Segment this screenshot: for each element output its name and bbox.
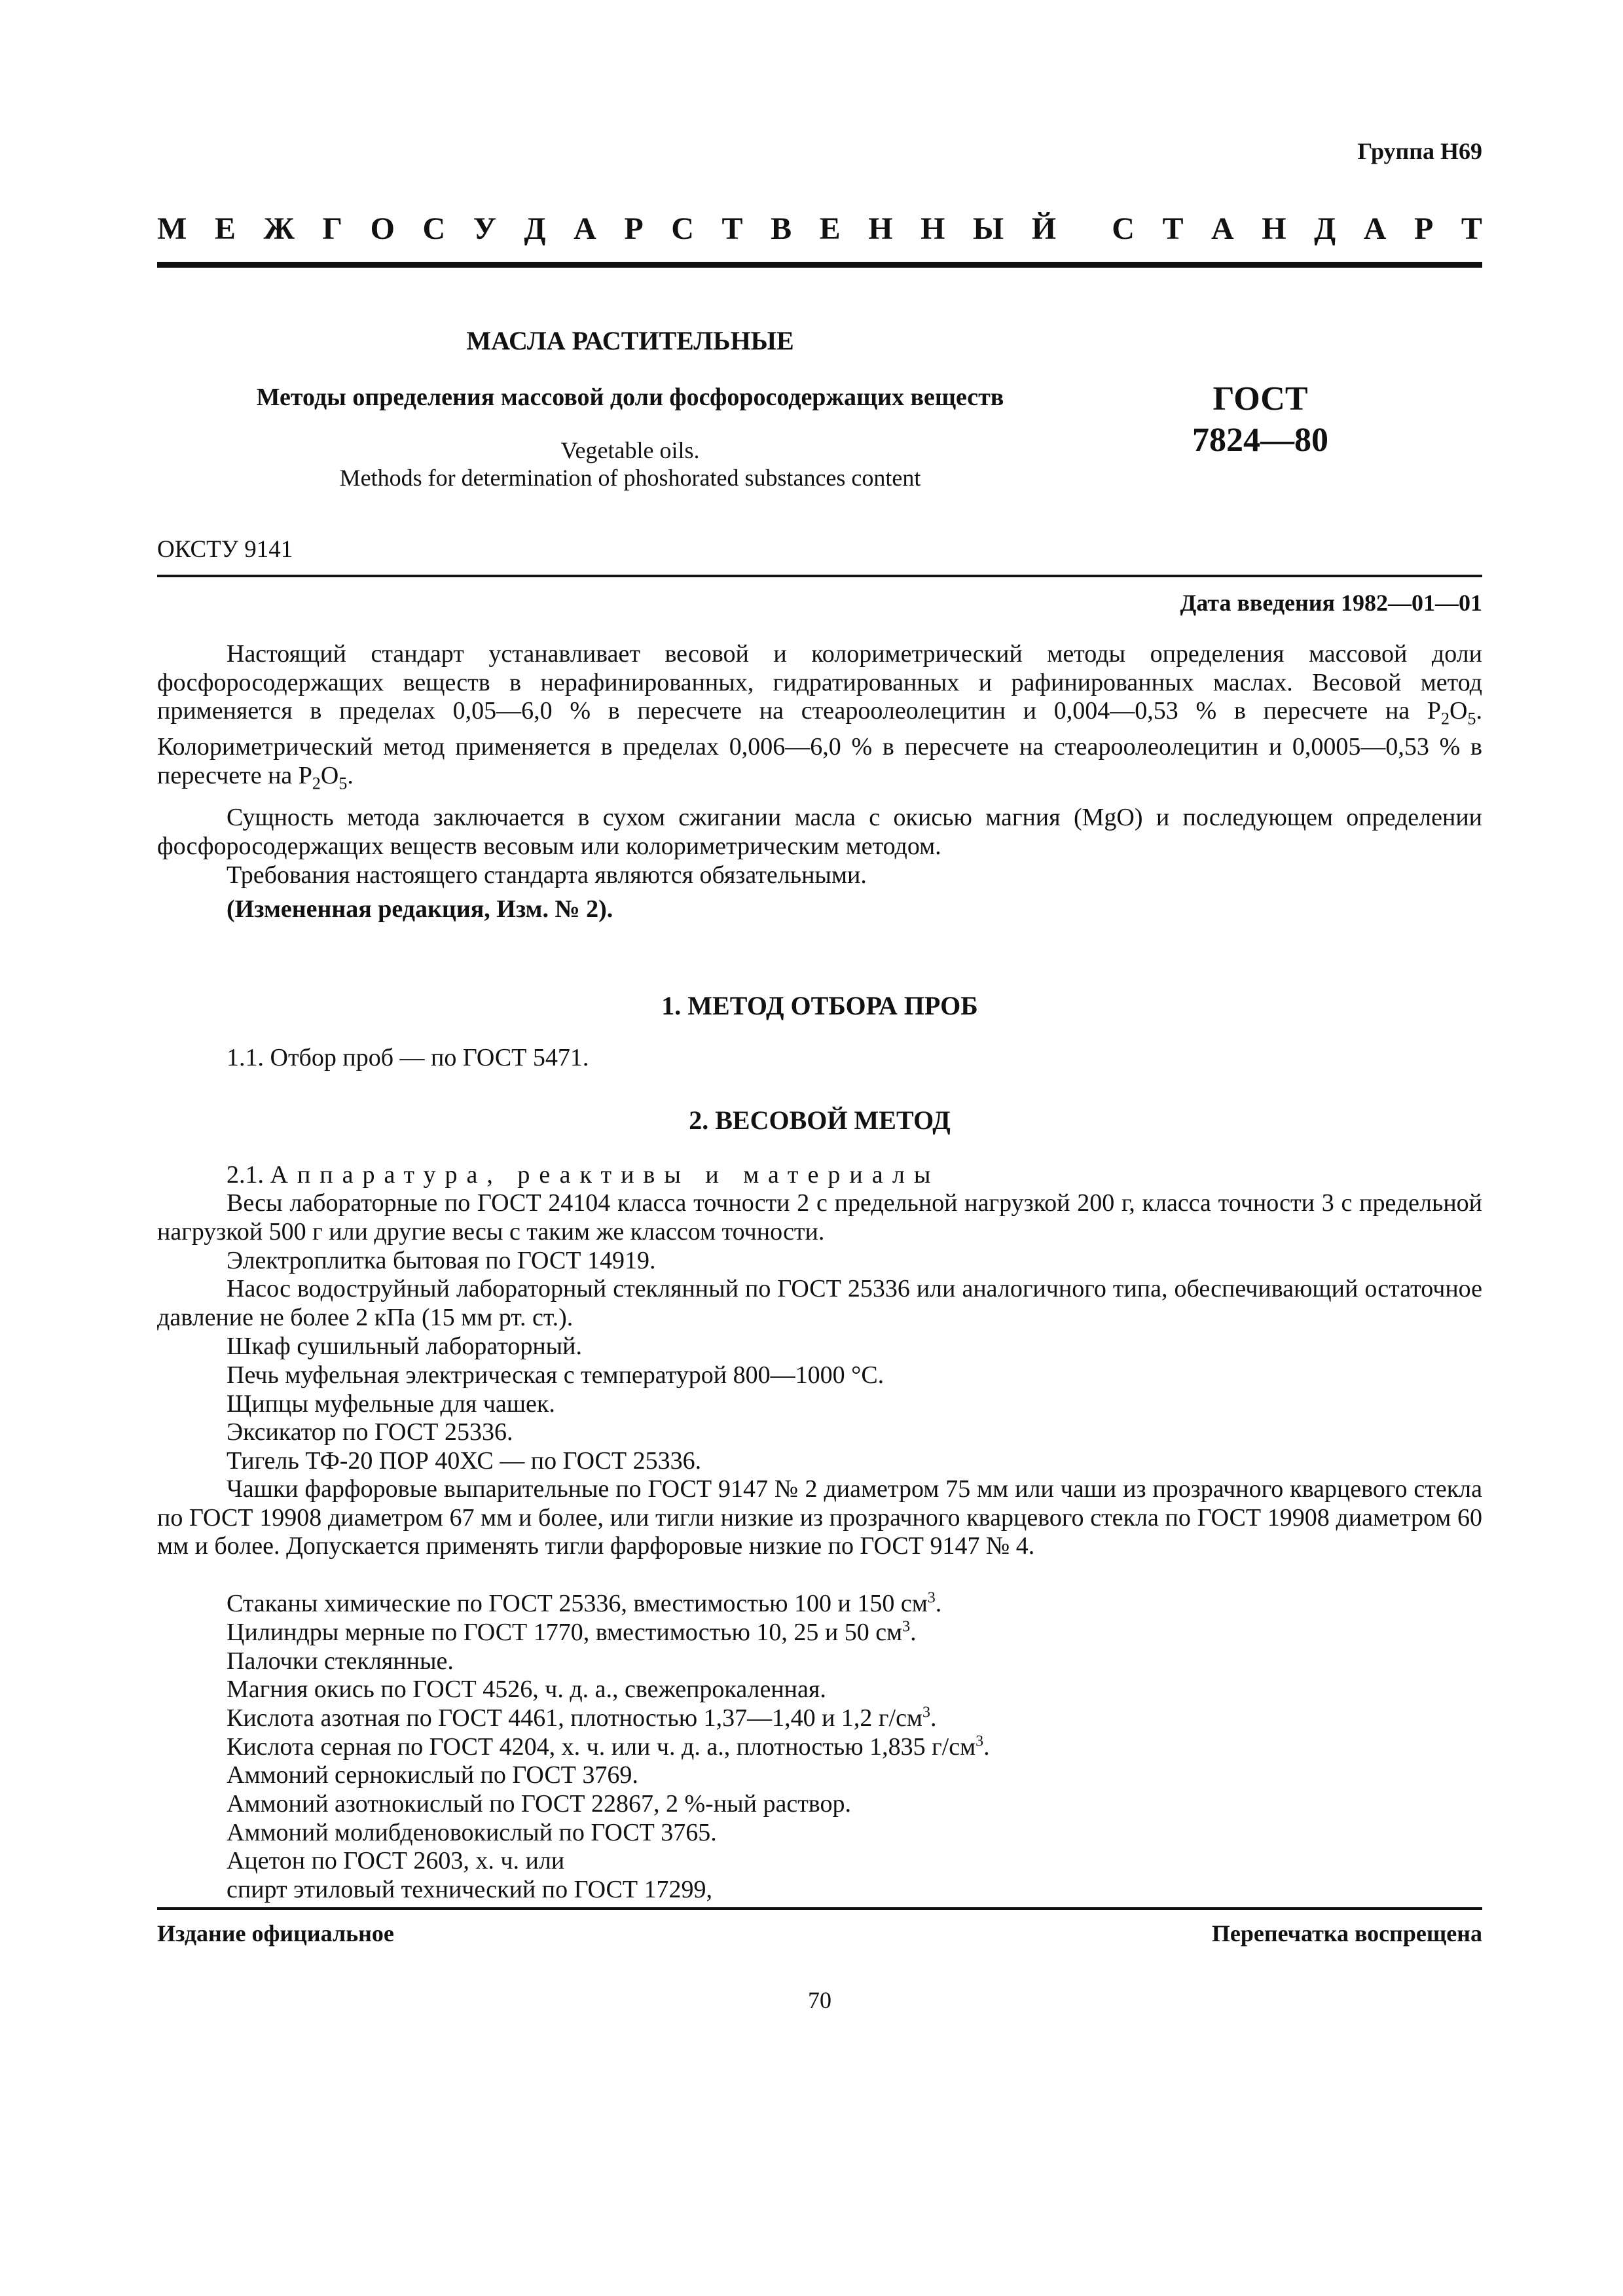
banner-letter: В (771, 211, 792, 246)
banner-letter: М (157, 211, 187, 246)
period: . (983, 1733, 990, 1761)
banner-letter: С (671, 211, 694, 246)
banner-letter: А (574, 211, 596, 246)
tongs-line: Щипцы муфельные для чашек. (227, 1390, 555, 1418)
banner-letter: С (422, 211, 446, 246)
subscript-5: 5 (1467, 709, 1476, 728)
section-2-heading: 2. ВЕСОВОЙ МЕТОД (689, 1105, 951, 1135)
cabinet-line: Шкаф сушильный лабораторный. (227, 1333, 583, 1360)
banner-letter: Е (819, 211, 841, 246)
superscript-3: 3 (976, 1732, 984, 1750)
oxygen-letter: O (320, 761, 339, 789)
subsection-title: Аппаратура, реактивы и материалы (270, 1161, 940, 1189)
subsection-2-1 (227, 1160, 939, 1189)
rods-line: Палочки стеклянные. (227, 1647, 454, 1675)
pump-paragraph: Насос водоструйный лабораторный стеклянный по ГОСТ 25336 или аналогичного типа, обеспечивающий остаточное давление не более 2 кПа (15 мм рт. ст.). (157, 1275, 1482, 1331)
ammonium-molybdate-line: Аммоний молибденовокислый по ГОСТ 3765. (227, 1819, 717, 1846)
desiccator-line: Эксикатор по ГОСТ 25336. (227, 1418, 513, 1446)
gost-number: 7824—80 (1192, 422, 1328, 459)
requirements-line: Требования настоящего стандарта являются обязательными. (227, 861, 867, 889)
document-subtitle: Методы определения массовой доли фосфоросодержащих веществ (256, 384, 1004, 411)
superscript-3: 3 (927, 1589, 936, 1607)
banner-rule (157, 262, 1482, 268)
page-number: 70 (808, 1987, 831, 2013)
banner-letter: Р (1413, 211, 1434, 246)
english-title-line2: Methods for determination of phoshorated substances content (339, 465, 921, 491)
section-1-item: 1.1. Отбор проб — по ГОСТ 5471. (227, 1044, 589, 1071)
document-title: МАСЛА РАСТИТЕЛЬНЫЕ (466, 326, 794, 355)
banner-letter: А (1211, 211, 1234, 246)
superscript-3: 3 (902, 1618, 911, 1636)
furnace-line: Печь муфельная электрическая с температурой 800—1000 °С. (227, 1361, 884, 1389)
crucible-line: Тигель ТФ-20 ПОР 40ХС — по ГОСТ 25336. (227, 1447, 702, 1475)
nitric-acid-text: Кислота азотная по ГОСТ 4461, плотностью 1,37—1,40 и 1,2 г/см (227, 1704, 922, 1732)
standard-banner (157, 211, 1482, 250)
ammonium-nitrate-line: Аммоний азотнокислый по ГОСТ 22867, 2 %-ный раствор. (227, 1790, 851, 1818)
superscript-3: 3 (922, 1704, 930, 1721)
intro-text-c: . Колориметрический метод применяется в пределах 0,006—6,0 % в пересчете на стеароолеолецитин и 0,0005—0,53 % в пересчете на P (157, 697, 1482, 789)
dishes-paragraph: Чашки фарфоровые выпарительные по ГОСТ 9147 № 2 диаметром 75 мм или чаши из прозрачного кварцевого стекла по ГОСТ 19908 диаметром 67 мм и более, или тигли низкие из прозрачного кварцевого стекла по ГОСТ 19908 диаметром 60 мм и более. Допускается применять тигли фарфоровые низкие по ГОСТ 9147 № 4. (157, 1475, 1482, 1560)
period: . (930, 1704, 937, 1732)
magnesia-line: Магния окись по ГОСТ 4526, ч. д. а., свежепрокаленная. (227, 1676, 826, 1703)
reprint-prohibited-label: Перепечатка воспрещена (1211, 1920, 1482, 1946)
section-1-heading: 1. МЕТОД ОТБОРА ПРОБ (661, 991, 978, 1020)
official-edition-label: Издание официальное (157, 1920, 394, 1946)
banner-letter: Д (524, 211, 546, 246)
period: . (935, 1590, 942, 1617)
banner-letter: Т (1461, 211, 1482, 246)
scales-paragraph: Весы лабораторные по ГОСТ 24104 класса точности 2 с предельной нагрузкой 200 г, класса точности 3 с предельной нагрузкой 500 г или другие весы с таким же классом точности. (157, 1189, 1482, 1246)
period: . (910, 1619, 917, 1646)
sulfuric-acid-line (227, 1732, 990, 1761)
nitric-acid-line (227, 1704, 936, 1732)
banner-letter: Н (1262, 211, 1286, 246)
footer-rule (157, 1907, 1482, 1910)
oxygen-letter: O (1450, 697, 1468, 725)
beakers-line (227, 1589, 941, 1618)
subscript-2: 2 (1441, 709, 1450, 728)
intro-paragraph (157, 640, 1482, 798)
banner-letter: Р (624, 211, 644, 246)
acetone-line: Ацетон по ГОСТ 2603, х. ч. или (227, 1847, 565, 1874)
banner-letter: Ж (263, 211, 295, 246)
essence-paragraph: Сущность метода заключается в сухом сжигании масла с окисью магния (MgO) и последующем определении фосфоросодержащих веществ весовым или колориметрическим методом. (157, 804, 1482, 860)
banner-letter: Н (921, 211, 945, 246)
banner-letter: Н (868, 211, 893, 246)
amendment-note: (Измененная редакция, Изм. № 2). (227, 895, 613, 923)
subscript-5: 5 (338, 774, 348, 793)
okstu-code: ОКСТУ 9141 (157, 536, 293, 563)
banner-letter: У (473, 211, 496, 246)
cylinders-line (227, 1618, 917, 1647)
ammonium-sulfate-line: Аммоний сернокислый по ГОСТ 3769. (227, 1761, 638, 1789)
banner-letter: Е (214, 211, 236, 246)
banner-letter: Й (1031, 211, 1057, 246)
banner-letter: Т (721, 211, 743, 246)
banner-letter: А (1363, 211, 1387, 246)
stove-line: Электроплитка бытовая по ГОСТ 14919. (227, 1247, 656, 1274)
gost-label: ГОСТ (1213, 380, 1308, 418)
introduction-date: Дата введения 1982—01—01 (1180, 590, 1482, 616)
banner-letter: О (370, 211, 395, 246)
sulfuric-acid-text: Кислота серная по ГОСТ 4204, х. ч. или ч. д. а., плотностью 1,835 г/см (227, 1733, 976, 1761)
beakers-text: Стаканы химические по ГОСТ 25336, вместимостью 100 и 150 см (227, 1590, 928, 1617)
subsection-number: 2.1. (227, 1161, 264, 1189)
intro-text-d: . (347, 761, 354, 789)
subscript-2: 2 (312, 774, 321, 793)
banner-letter: Г (322, 211, 343, 246)
banner-letter: Д (1314, 211, 1336, 246)
header-rule (157, 575, 1482, 577)
spirit-line: спирт этиловый технический по ГОСТ 17299, (227, 1876, 713, 1903)
group-label: Группа Н69 (1357, 138, 1482, 164)
english-title-line1: Vegetable oils. (560, 437, 700, 463)
intro-text-a: Настоящий стандарт устанавливает весовой и колориметрический методы определения массовой доли фосфоросодержащих веществ в нерафинированных, гидратированных и рафинированных маслах. Весовой метод применяется в пределах 0,05—6,0 % в пересчете на стеароолеолецитин и 0,004—0,53 % в пересчете на P (157, 640, 1482, 725)
banner-letter: Ы (973, 211, 1004, 246)
banner-letter: Т (1162, 211, 1184, 246)
banner-letter: С (1112, 211, 1135, 246)
cylinders-text: Цилиндры мерные по ГОСТ 1770, вместимостью 10, 25 и 50 см (227, 1619, 903, 1646)
